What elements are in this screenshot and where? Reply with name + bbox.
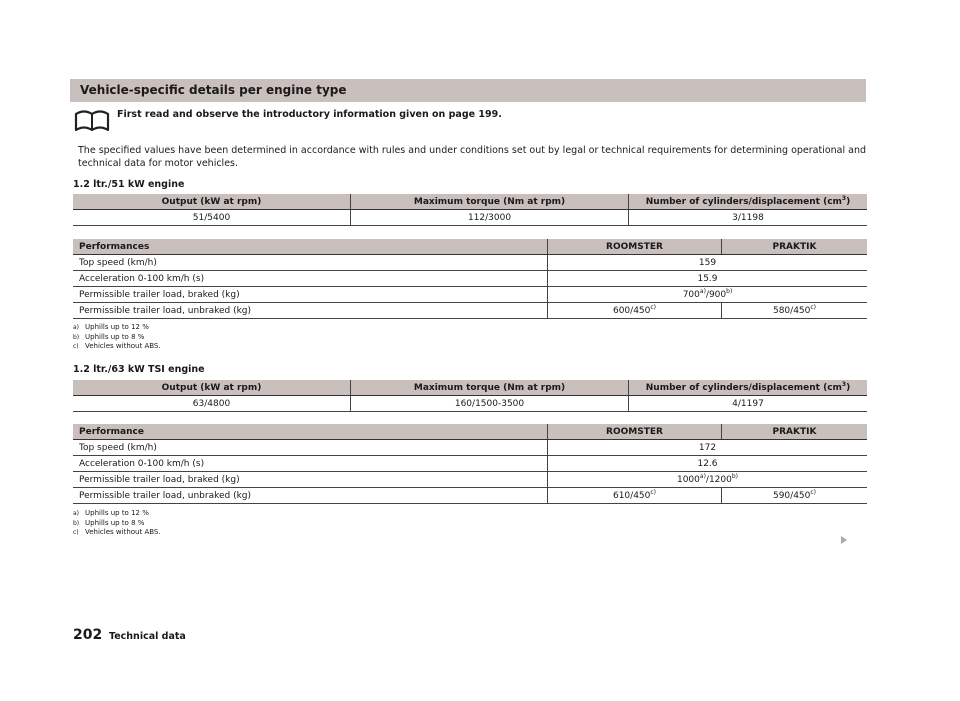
footnote-ref: c)	[650, 303, 657, 311]
table-row	[73, 210, 867, 226]
spec-header: Maximum torque (Nm at rpm)	[351, 194, 629, 210]
footnote-ref: c)	[810, 303, 817, 311]
footnote	[73, 323, 161, 333]
footnote	[73, 509, 161, 519]
footnote-mark: a)	[73, 324, 80, 331]
row-label: Acceleration 0-100 km/h (s)	[73, 271, 548, 287]
footnote-text: Vehicles without ABS.	[85, 342, 161, 350]
spec-header: Maximum torque (Nm at rpm)	[351, 380, 629, 396]
table-row	[73, 287, 867, 303]
spec-header: Output (kW at rpm)	[73, 194, 351, 210]
row-label: Acceleration 0-100 km/h (s)	[73, 456, 548, 472]
table-cell	[722, 303, 868, 319]
table-row	[73, 255, 867, 271]
footnote	[73, 342, 161, 352]
table-cell: 172	[548, 440, 868, 456]
table-row	[73, 396, 867, 412]
footnote-ref: c)	[650, 488, 657, 496]
table-cell: 12.6	[548, 456, 868, 472]
table-cell	[548, 472, 868, 488]
engine2-performance-table	[73, 424, 867, 504]
footnote-mark: c)	[73, 343, 79, 350]
footnote-ref: c)	[810, 488, 817, 496]
page-number: 202	[73, 627, 103, 643]
arrow-right-icon	[841, 536, 847, 544]
engine1-performance-table	[73, 239, 867, 319]
value: 600/450	[612, 305, 651, 316]
superscript: 3	[841, 380, 847, 388]
table-cell: 63/4800	[73, 396, 351, 412]
superscript: 3	[841, 194, 847, 202]
footnotes	[73, 323, 161, 352]
table-cell	[722, 488, 868, 504]
row-label: Top speed (km/h)	[73, 255, 548, 271]
table-row	[73, 488, 867, 504]
chapter-title: Technical data	[109, 631, 186, 642]
engine2-heading: 1.2 ltr./63 kW TSI engine	[73, 364, 205, 375]
table-cell: 51/5400	[73, 210, 351, 226]
footnote-mark: b)	[73, 333, 80, 341]
perf-header: Performance	[73, 424, 548, 440]
spec-header-text: Number of cylinders/displacement (cm	[645, 382, 842, 393]
row-label: Permissible trailer load, unbraked (kg)	[73, 303, 548, 319]
intro-paragraph: The specified values have been determined in accordance with rules and under conditions set out by legal or technical requirements for determining operational and technical data for motor vehicles.	[78, 145, 867, 169]
value: /900	[705, 289, 727, 300]
perf-header: PRAKTIK	[722, 424, 868, 440]
footnote-mark: a)	[73, 510, 80, 517]
perf-header: ROOMSTER	[548, 239, 722, 255]
footnote-ref: b)	[731, 472, 739, 480]
value: 700	[682, 289, 700, 300]
footnote-ref: a)	[699, 472, 706, 480]
row-label: Permissible trailer load, unbraked (kg)	[73, 488, 548, 504]
perf-header: PRAKTIK	[722, 239, 868, 255]
table-cell: 3/1198	[629, 210, 868, 226]
footnote-mark: b)	[73, 519, 80, 527]
engine1-spec-table	[73, 194, 867, 226]
open-book-icon	[74, 108, 110, 134]
table-row	[73, 456, 867, 472]
spec-header: Output (kW at rpm)	[73, 380, 351, 396]
value: 590/450	[772, 490, 811, 501]
spec-header-close: )	[846, 196, 851, 207]
table-row	[73, 472, 867, 488]
table-cell: 15.9	[548, 271, 868, 287]
footnote	[73, 333, 161, 343]
value: 1000	[676, 474, 700, 485]
table-cell: 159	[548, 255, 868, 271]
spec-header-close: )	[846, 382, 851, 393]
table-row	[73, 303, 867, 319]
footnote-ref: b)	[726, 287, 733, 295]
table-cell	[548, 287, 868, 303]
table-row	[73, 271, 867, 287]
footnotes	[73, 509, 161, 538]
footnote-ref: a)	[699, 287, 706, 295]
table-header-row	[73, 424, 867, 440]
footnote-text: Uphills up to 12 %	[85, 323, 149, 331]
table-cell	[548, 303, 722, 319]
footnote-text: Uphills up to 8 %	[85, 518, 145, 527]
footnote-mark: c)	[73, 529, 79, 536]
spec-header-text: Number of cylinders/displacement (cm	[645, 196, 842, 207]
footnote-text: Uphills up to 8 %	[85, 332, 145, 341]
footnote	[73, 519, 161, 529]
table-header-row	[73, 194, 867, 210]
engine1-heading: 1.2 ltr./51 kW engine	[73, 179, 185, 190]
engine2-spec-table	[73, 380, 867, 412]
table-cell: 160/1500-3500	[351, 396, 629, 412]
perf-header: Performances	[73, 239, 548, 255]
value: 580/450	[772, 305, 811, 316]
row-label: Top speed (km/h)	[73, 440, 548, 456]
spec-header	[629, 380, 868, 396]
table-header-row	[73, 380, 867, 396]
table-row	[73, 440, 867, 456]
table-header-row	[73, 239, 867, 255]
footnote-text: Vehicles without ABS.	[85, 528, 161, 536]
spec-header	[629, 194, 868, 210]
table-cell	[548, 488, 722, 504]
perf-header: ROOMSTER	[548, 424, 722, 440]
section-title: Vehicle-specific details per engine type	[70, 79, 866, 102]
footnote-text: Uphills up to 12 %	[85, 509, 149, 517]
table-cell: 112/3000	[351, 210, 629, 226]
value: 610/450	[612, 490, 651, 501]
table-cell: 4/1197	[629, 396, 868, 412]
value: /1200	[705, 474, 732, 485]
footnote	[73, 528, 161, 538]
row-label: Permissible trailer load, braked (kg)	[73, 287, 548, 303]
row-label: Permissible trailer load, braked (kg)	[73, 472, 548, 488]
note-text: First read and observe the introductory information given on page 199.	[117, 109, 502, 120]
